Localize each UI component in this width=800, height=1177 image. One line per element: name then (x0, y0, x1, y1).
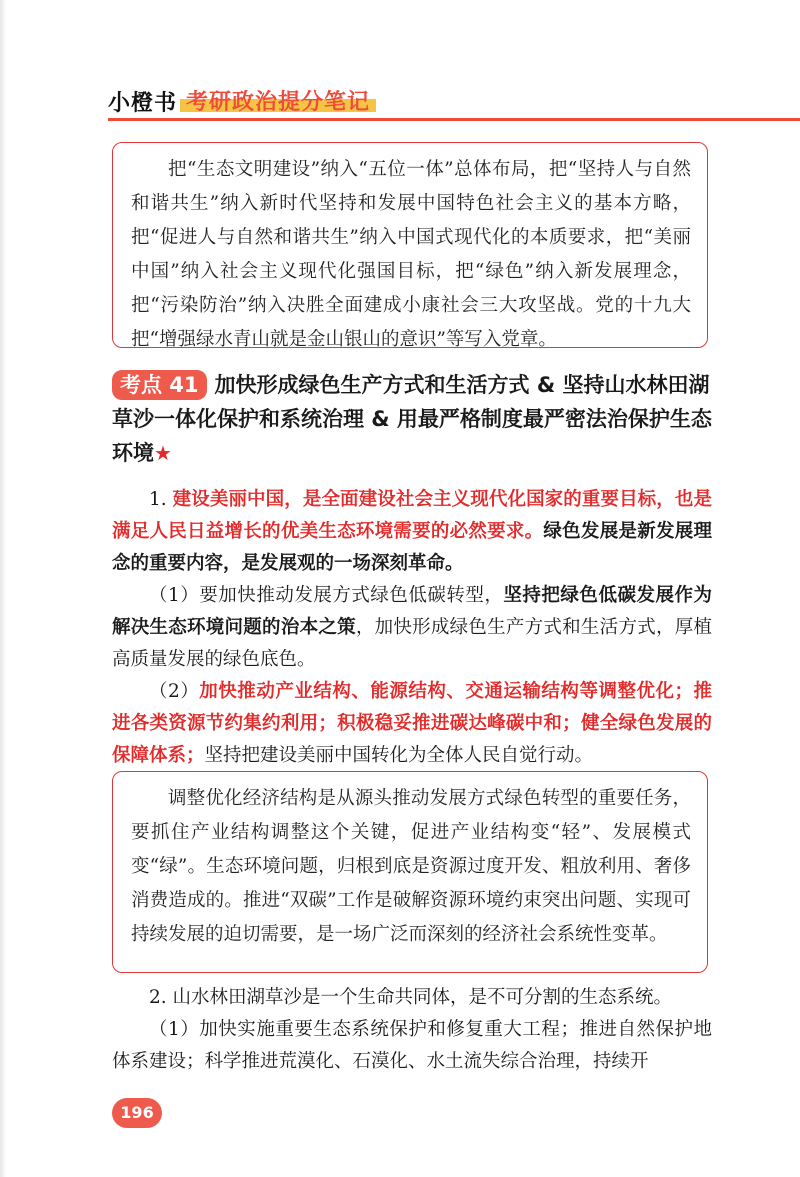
sub-1-text-b: ，加快形成绿色生产方式和生活方式，厚植高质量发展的绿色底色。 (112, 617, 712, 670)
section-badge: 考点 41 (112, 370, 207, 400)
body-section-2 (112, 982, 712, 1078)
body-section-1 (112, 484, 712, 772)
series-title: 考研政治提分笔记 (180, 84, 376, 117)
note-box-text: 把“生态文明建设”纳入“五位一体”总体布局，把“坚持人与自然和谐共生”纳入新时代坚持和发展中国特色社会主义的基本方略，把“促进人与自然和谐共生”纳入中国式现代化的本质要求，把“美丽中国”纳入社会主义现代化强国目标，把“绿色”纳入新发展理念，把“污染防治”纳入决胜全面建成小康社会三大攻坚战。党的十九大把“增强绿水青山就是金山银山的意识”等写入党章。 (131, 159, 691, 350)
sub-2-red-text: 加快推动产业结构、能源结构、交通运输结构等调整优化；推进各类资源节约集约利用；积极稳妥推进碳达峰碳中和；健全绿色发展的保障体系； (112, 681, 712, 766)
sub-2-paragraph (112, 676, 712, 772)
page-edge-shadow (0, 0, 6, 1177)
brand-name: 小橙书 (108, 91, 178, 116)
point-1-paragraph (112, 484, 712, 580)
star-icon: ★ (154, 441, 172, 465)
note-box-ecological-civilization (112, 142, 708, 348)
header-rule (108, 118, 800, 121)
note-box-economic-structure (112, 771, 708, 973)
sub-1-number: （1） (149, 585, 200, 606)
point-2-paragraph: 2. 山水林田湖草沙是一个生命共同体，是不可分割的生态系统。 (149, 987, 673, 1008)
page-header (108, 84, 800, 120)
sub-2-number: （2） (149, 681, 200, 702)
point-1-red-text: 建设美丽中国，是全面建设社会主义现代化国家的重要目标，也是满足人民日益增长的优美生态环境需要的必然要求。 (112, 489, 712, 542)
section-title: 加快形成绿色生产方式和生活方式 & 坚持山水林田湖草沙一体化保护和系统治理 & 用最严格制度最严密法治保护生态环境 (112, 373, 712, 465)
sub-1-text-a: 要加快推动发展方式绿色低碳转型， (199, 585, 504, 606)
section-heading (112, 368, 712, 470)
point-1-number: 1. (149, 489, 167, 510)
sub-1-paragraph (112, 580, 712, 676)
sub-1-bold-text: 坚持把绿色低碳发展作为解决生态环境问题的治本之策 (112, 585, 712, 638)
sub-2-text: 坚持把建设美丽中国转化为全体人民自觉行动。 (204, 745, 594, 766)
sub-3-paragraph: （1）加快实施重要生态系统保护和修复重大工程；推进自然保护地体系建设；科学推进荒漠化、石漠化、水土流失综合治理，持续开 (112, 1019, 712, 1072)
note-box-text: 调整优化经济结构是从源头推动发展方式绿色转型的重要任务，要抓住产业结构调整这个关键，促进产业结构变“轻”、发展模式变“绿”。生态环境问题，归根到底是资源过度开发、粗放利用、奢侈消费造成的。推进“双碳”工作是破解资源环境约束突出问题、实现可持续发展的迫切需要，是一场广泛而深刻的经济社会系统性变革。 (131, 788, 691, 945)
page-number: 196 (112, 1098, 162, 1128)
point-1-bold-text: 绿色发展是新发展理念的重要内容，是发展观的一场深刻革命。 (112, 521, 712, 574)
